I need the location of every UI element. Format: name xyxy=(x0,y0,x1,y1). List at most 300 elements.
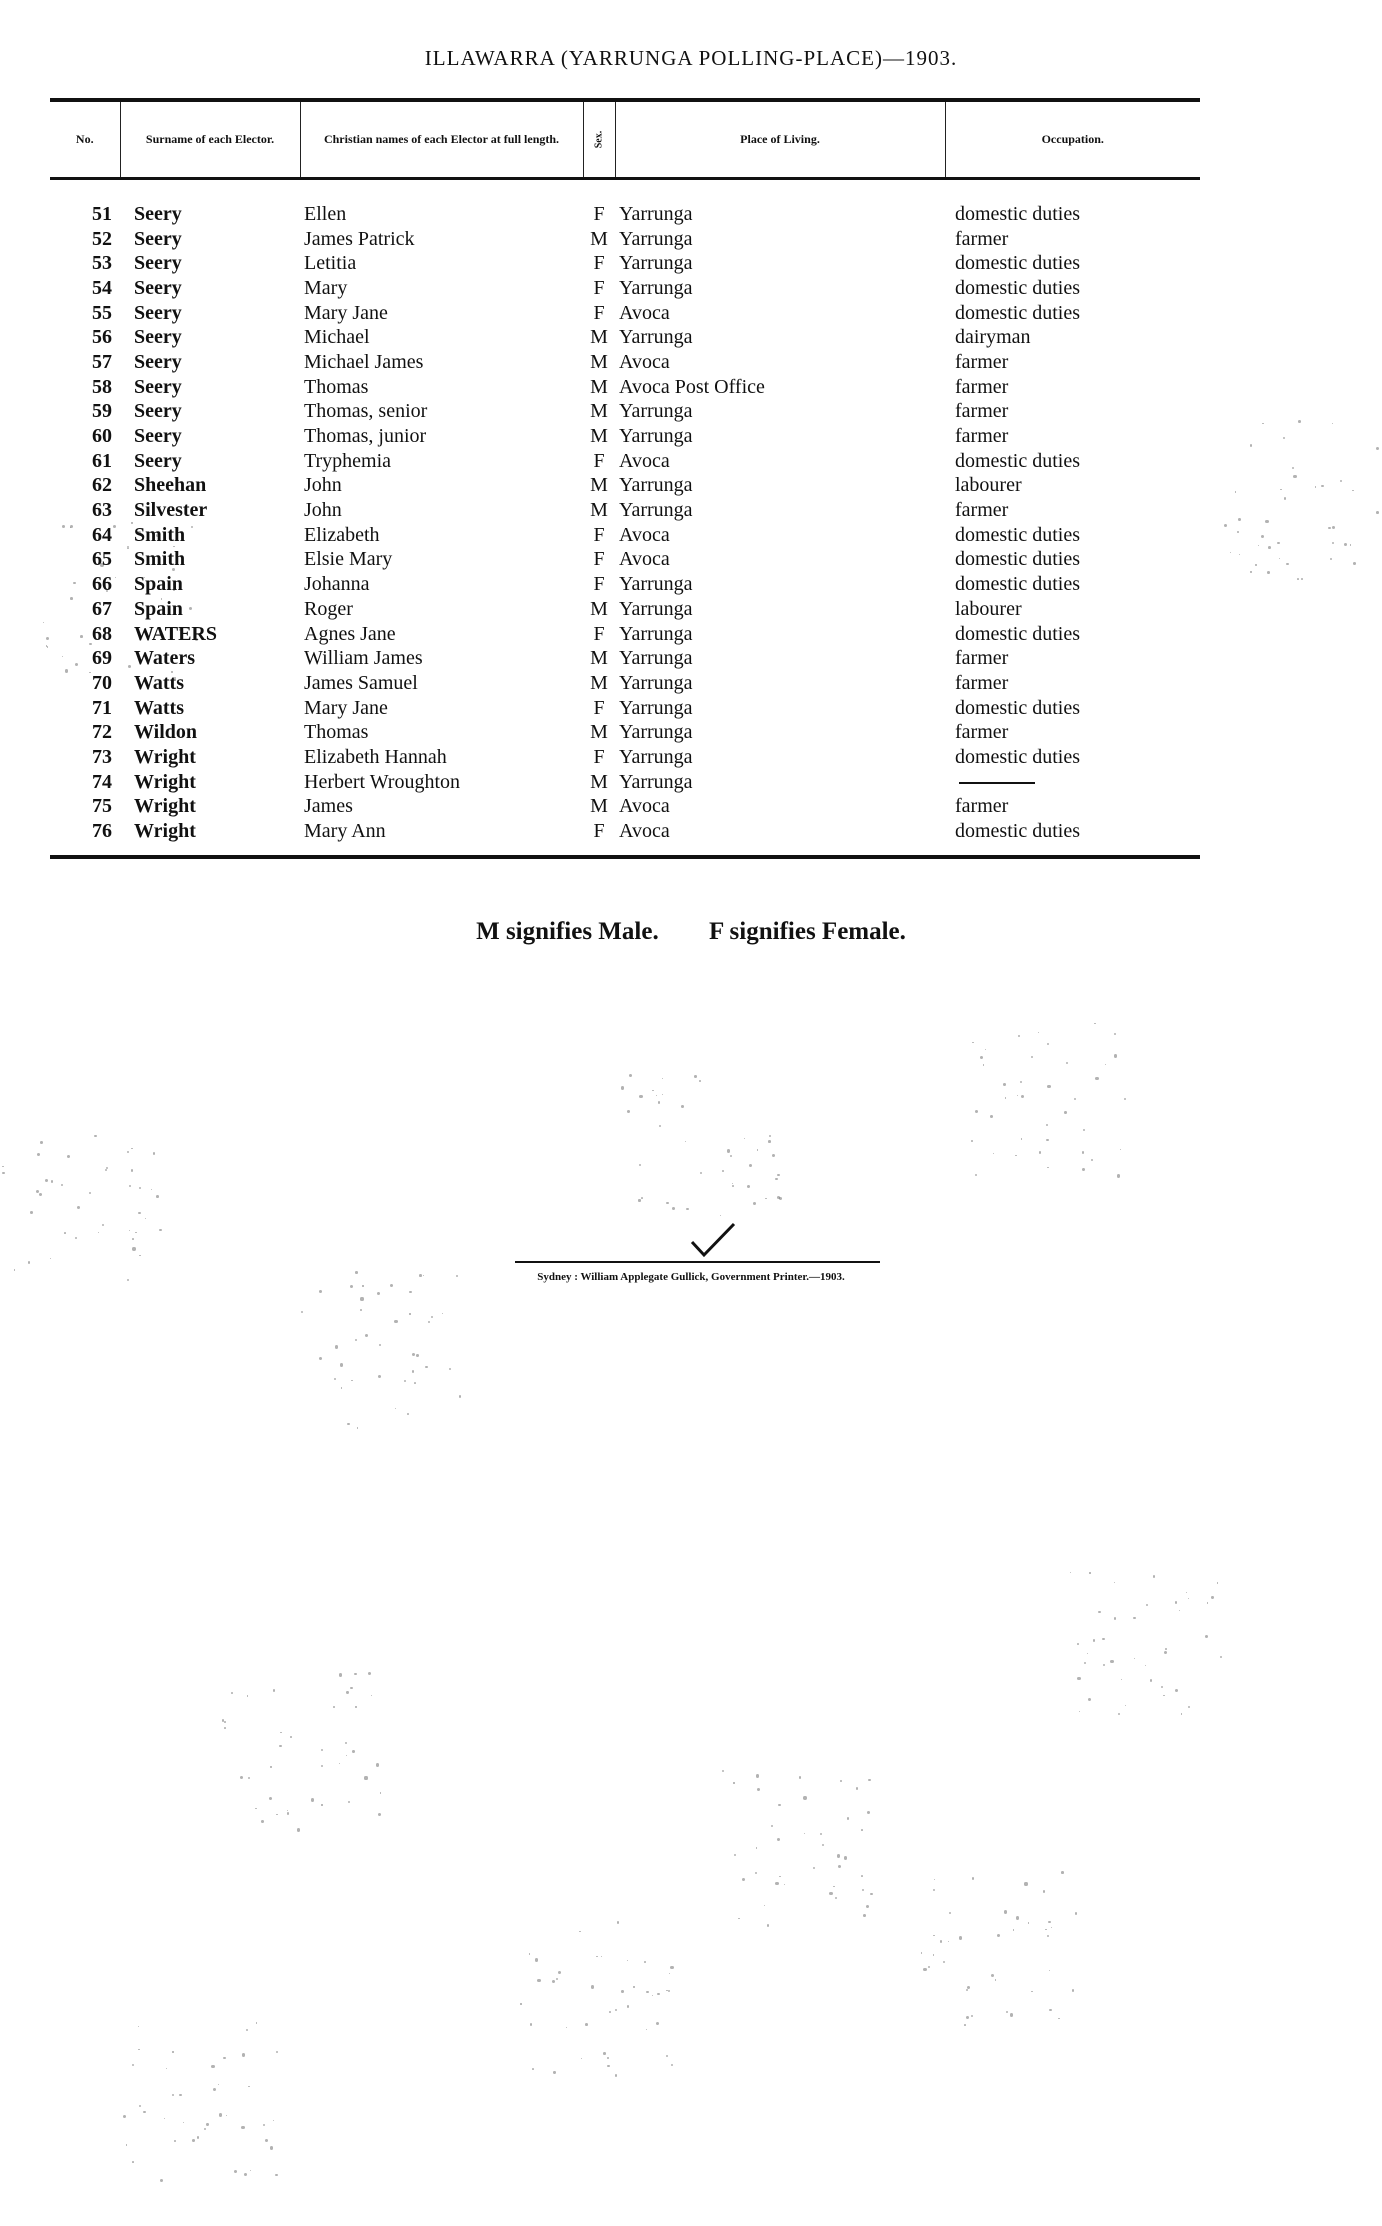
speckle xyxy=(132,1247,135,1250)
elector-no: 69 xyxy=(92,647,112,670)
elector-sex: M xyxy=(590,671,608,694)
speckle xyxy=(764,1905,765,1906)
elector-no: 73 xyxy=(92,745,112,768)
elector-given-names: Roger xyxy=(304,597,353,620)
speckle xyxy=(131,1148,132,1149)
speckle xyxy=(771,1825,773,1827)
speckle xyxy=(732,1183,733,1184)
elector-surname: Watts xyxy=(134,696,184,719)
speckle xyxy=(360,1297,363,1300)
elector-place: Yarrunga xyxy=(619,647,693,670)
speckle xyxy=(132,1238,134,1240)
speckle xyxy=(412,1370,414,1372)
speckle xyxy=(179,2094,181,2096)
speckle xyxy=(862,1889,864,1891)
speckle xyxy=(1352,490,1354,492)
speckle xyxy=(248,1777,250,1779)
speckle xyxy=(1013,1929,1015,1931)
speckle xyxy=(321,1765,323,1767)
speckle xyxy=(666,2055,668,2057)
speckle xyxy=(206,2123,208,2125)
speckle xyxy=(355,1339,357,1341)
speckle xyxy=(80,635,83,638)
speckle xyxy=(339,1763,340,1764)
speckle xyxy=(1186,1592,1187,1593)
speckle xyxy=(276,1814,278,1816)
elector-occupation: farmer xyxy=(955,425,1009,448)
speckle xyxy=(983,1064,985,1066)
speckle xyxy=(275,2174,277,2176)
table-row xyxy=(50,325,1200,350)
elector-surname: Seery xyxy=(134,276,182,299)
speckle xyxy=(1235,491,1237,493)
speckle xyxy=(975,1110,978,1113)
speckle xyxy=(685,1141,686,1142)
speckle xyxy=(1048,1921,1051,1924)
speckle xyxy=(132,2064,134,2066)
speckle xyxy=(753,1202,756,1205)
speckle xyxy=(529,1953,531,1955)
speckle xyxy=(50,1258,52,1260)
elector-occupation: farmer xyxy=(955,721,1009,744)
speckle xyxy=(1110,1660,1113,1663)
speckle xyxy=(67,1155,70,1158)
elector-occupation: labourer xyxy=(955,597,1022,620)
speckle xyxy=(833,1886,835,1888)
speckle xyxy=(1217,1582,1219,1584)
speckle xyxy=(1220,1656,1222,1658)
speckle xyxy=(1261,535,1264,538)
elector-place: Yarrunga xyxy=(619,276,693,299)
speckle xyxy=(75,1237,77,1239)
speckle xyxy=(1038,1032,1039,1033)
speckle xyxy=(1164,1651,1167,1654)
speckle xyxy=(1077,1677,1080,1680)
elector-place: Yarrunga xyxy=(619,326,693,349)
elector-given-names: John xyxy=(304,499,342,522)
speckle xyxy=(928,1966,930,1968)
speckle xyxy=(1350,544,1351,545)
speckle xyxy=(767,1924,770,1927)
elector-occupation: domestic duties xyxy=(955,548,1080,571)
speckle xyxy=(352,1750,355,1753)
table-spacer xyxy=(50,178,1200,202)
speckle xyxy=(1376,511,1379,514)
speckle xyxy=(348,1801,350,1803)
speckle xyxy=(1165,1648,1167,1650)
speckle xyxy=(652,1995,653,1996)
speckle xyxy=(380,1792,382,1794)
speckle xyxy=(94,1135,97,1138)
speckle xyxy=(138,2049,139,2050)
speckle xyxy=(377,1292,380,1295)
elector-occupation: dairyman xyxy=(955,326,1031,349)
speckle xyxy=(45,1179,48,1182)
elector-surname: WATERS xyxy=(134,622,217,645)
speckle xyxy=(535,1958,538,1961)
speckle xyxy=(658,1101,661,1104)
elector-given-names: Johanna xyxy=(304,573,370,596)
elector-no: 65 xyxy=(92,548,112,571)
header-given-names: Christian names of each Elector at full length. xyxy=(300,100,583,178)
table-body xyxy=(50,178,1200,857)
speckle xyxy=(269,1797,272,1800)
speckle xyxy=(1047,1043,1049,1045)
elector-sex: M xyxy=(590,400,608,423)
speckle xyxy=(40,1141,43,1144)
speckle xyxy=(1045,1929,1046,1930)
elector-sex: M xyxy=(590,227,608,250)
speckle xyxy=(1091,1159,1093,1161)
speckle xyxy=(779,1876,781,1878)
speckle xyxy=(378,1375,381,1378)
speckle xyxy=(837,1854,840,1857)
elector-surname: Wright xyxy=(134,745,196,768)
speckle xyxy=(416,1354,419,1357)
speckle xyxy=(223,2057,226,2060)
elector-sex: M xyxy=(590,499,608,522)
speckle xyxy=(656,2022,659,2025)
elector-sex: M xyxy=(590,597,608,620)
speckle xyxy=(993,1153,994,1154)
speckle xyxy=(1284,497,1286,499)
speckle xyxy=(967,1986,970,1989)
elector-surname: Wright xyxy=(134,770,196,793)
speckle xyxy=(213,2088,216,2091)
elector-place: Yarrunga xyxy=(619,425,693,448)
speckle xyxy=(222,1719,224,1721)
speckle xyxy=(777,1196,780,1199)
speckle xyxy=(829,1892,832,1895)
speckle xyxy=(246,2029,248,2031)
elector-surname: Seery xyxy=(134,350,182,373)
elector-surname: Spain xyxy=(134,597,183,620)
speckle xyxy=(270,2146,273,2149)
elector-no: 62 xyxy=(92,474,112,497)
speckle xyxy=(1028,1922,1029,1923)
speckle xyxy=(662,1094,663,1095)
elector-surname: Silvester xyxy=(134,499,208,522)
elector-surname: Seery xyxy=(134,202,182,225)
elector-occupation: farmer xyxy=(955,795,1009,818)
speckle xyxy=(681,1105,684,1108)
speckle xyxy=(224,1721,226,1723)
speckle xyxy=(757,1149,759,1151)
printer-imprint: Sydney : William Applegate Gullick, Government Printer.—1903. xyxy=(537,1271,845,1283)
elector-sex: F xyxy=(593,548,605,571)
header-place: Place of Living. xyxy=(615,100,945,178)
elector-sex: F xyxy=(593,745,605,768)
elector-occupation: domestic duties xyxy=(955,573,1080,596)
speckle xyxy=(768,1140,771,1143)
speckle xyxy=(1124,1098,1126,1100)
header-sex-label: Sex. xyxy=(593,130,605,148)
speckle xyxy=(1332,542,1335,545)
speckle xyxy=(1161,1686,1164,1689)
table-row xyxy=(50,276,1200,301)
speckle xyxy=(1250,571,1251,572)
speckle xyxy=(139,1255,140,1256)
speckle xyxy=(694,1075,697,1078)
elector-given-names: Tryphemia xyxy=(304,449,392,472)
speckle xyxy=(1079,1711,1080,1712)
speckle xyxy=(1268,546,1271,549)
speckle xyxy=(339,1673,342,1676)
speckle xyxy=(204,2128,207,2131)
elector-given-names: Letitia xyxy=(304,252,357,275)
elector-no: 70 xyxy=(92,671,112,694)
speckle xyxy=(666,1202,669,1205)
speckle xyxy=(732,1185,734,1187)
speckle xyxy=(135,1232,136,1233)
speckle xyxy=(799,1776,801,1778)
speckle xyxy=(164,2118,165,2119)
speckle xyxy=(139,2105,141,2107)
speckle xyxy=(784,1884,785,1885)
elector-given-names: Michael James xyxy=(304,350,424,373)
elector-surname: Seery xyxy=(134,252,182,275)
speckle xyxy=(1046,1139,1049,1142)
speckle xyxy=(921,1952,923,1954)
elector-surname: Waters xyxy=(134,647,196,670)
speckle xyxy=(73,582,75,584)
speckle xyxy=(144,577,145,578)
speckle xyxy=(596,1956,598,1958)
table-row xyxy=(50,597,1200,622)
elector-place: Yarrunga xyxy=(619,696,693,719)
speckle xyxy=(365,1334,368,1337)
elector-occupation: farmer xyxy=(955,227,1009,250)
speckle xyxy=(868,1779,871,1782)
elector-occupation: farmer xyxy=(955,671,1009,694)
speckle xyxy=(1084,1662,1086,1664)
speckle xyxy=(1018,1035,1020,1037)
elector-no: 71 xyxy=(92,696,112,719)
elector-occupation: domestic duties xyxy=(955,276,1080,299)
elector-occupation: farmer xyxy=(955,647,1009,670)
elector-no: 74 xyxy=(92,770,112,793)
speckle xyxy=(670,1966,673,1969)
table-row xyxy=(50,794,1200,819)
elector-given-names: John xyxy=(304,474,342,497)
speckle xyxy=(609,2011,611,2013)
speckle xyxy=(1031,1991,1033,1993)
speckle xyxy=(1297,578,1299,580)
speckle xyxy=(553,2071,555,2073)
speckle xyxy=(137,531,140,534)
speckle xyxy=(1039,1151,1041,1153)
speckle xyxy=(669,1973,670,1974)
speckle xyxy=(127,1151,129,1153)
elector-place: Yarrunga xyxy=(619,400,693,423)
table-row xyxy=(50,399,1200,424)
speckle xyxy=(1006,2011,1008,2013)
elector-occupation: farmer xyxy=(955,400,1009,423)
speckle xyxy=(1010,2013,1013,2016)
elector-occupation: farmer xyxy=(955,499,1009,522)
speckle xyxy=(1283,437,1285,439)
speckle xyxy=(722,1170,724,1172)
speckle xyxy=(226,2115,227,2116)
table-row xyxy=(50,646,1200,671)
speckle xyxy=(145,1218,146,1219)
table-row xyxy=(50,251,1200,276)
speckle xyxy=(151,1189,152,1190)
speckle xyxy=(43,622,44,623)
speckle xyxy=(627,2005,629,2007)
speckle xyxy=(368,1672,371,1675)
speckle xyxy=(132,2161,134,2163)
elector-given-names: Ellen xyxy=(304,202,347,225)
speckle xyxy=(985,1049,986,1050)
table-row xyxy=(50,300,1200,325)
speckle xyxy=(89,1192,91,1194)
speckle xyxy=(247,1695,248,1696)
speckle xyxy=(1093,1639,1095,1641)
elector-given-names: Mary xyxy=(304,276,348,299)
speckle xyxy=(870,1893,873,1896)
speckle xyxy=(98,1232,99,1233)
speckle xyxy=(633,1986,634,1987)
elector-place: Yarrunga xyxy=(619,202,693,225)
elector-surname: Seery xyxy=(134,301,182,324)
speckle xyxy=(656,1095,657,1096)
elector-occupation: farmer xyxy=(955,350,1009,373)
blank-occupation-rule xyxy=(959,782,1035,784)
table-row xyxy=(50,745,1200,770)
speckle xyxy=(47,646,48,647)
speckle xyxy=(231,1692,233,1694)
speckle xyxy=(1043,1890,1046,1893)
speckle xyxy=(638,1199,640,1201)
elector-place: Avoca xyxy=(619,523,670,546)
table-header-row xyxy=(50,100,1200,178)
speckle xyxy=(139,1187,141,1189)
elector-given-names: Herbert Wroughton xyxy=(304,770,461,793)
speckle xyxy=(127,548,128,549)
elector-no: 56 xyxy=(92,326,112,349)
elector-occupation: domestic duties xyxy=(955,301,1080,324)
legend-female: F signifies Female. xyxy=(708,918,906,945)
speckle xyxy=(334,1378,336,1380)
speckle xyxy=(321,1749,323,1751)
elector-given-names: Thomas, senior xyxy=(304,400,428,423)
speckle xyxy=(1074,1098,1076,1100)
speckle xyxy=(727,1149,730,1152)
speckle xyxy=(1332,423,1333,424)
speckle xyxy=(861,1829,863,1831)
elector-given-names: Michael xyxy=(304,326,370,349)
elector-surname: Seery xyxy=(134,400,182,423)
speckle xyxy=(1015,1155,1016,1156)
speckle xyxy=(459,1395,461,1397)
speckle xyxy=(686,1208,689,1211)
speckle xyxy=(1188,1706,1190,1708)
elector-given-names: Mary Ann xyxy=(304,820,386,843)
speckle xyxy=(943,1961,945,1963)
speckle xyxy=(1120,1149,1121,1150)
speckle xyxy=(442,1313,443,1314)
speckle xyxy=(290,1736,292,1738)
table-row xyxy=(50,226,1200,251)
speckle xyxy=(972,1042,973,1043)
elector-no: 67 xyxy=(92,597,112,620)
speckle xyxy=(861,1875,863,1877)
speckle xyxy=(197,2136,200,2139)
speckle xyxy=(1211,1596,1213,1598)
speckle xyxy=(364,1776,367,1779)
elector-surname: Seery xyxy=(134,326,182,349)
speckle xyxy=(234,2170,237,2173)
speckle xyxy=(319,1357,322,1360)
speckle xyxy=(301,1311,303,1313)
speckle xyxy=(1024,1882,1027,1885)
page-title: ILLAWARRA (YARRUNGA POLLING-PLACE)—1903. xyxy=(424,46,958,70)
speckle xyxy=(143,2111,146,2114)
elector-place: Avoca xyxy=(619,449,670,472)
elector-no: 58 xyxy=(92,375,112,398)
speckle xyxy=(747,1185,750,1188)
speckle xyxy=(933,1935,934,1936)
header-sex xyxy=(583,100,615,178)
speckle xyxy=(1146,1604,1149,1607)
speckle xyxy=(971,1140,973,1142)
elector-surname: Smith xyxy=(134,523,186,546)
speckle xyxy=(1098,1611,1100,1613)
speckle xyxy=(856,1787,859,1790)
speckle xyxy=(428,1321,430,1323)
speckle xyxy=(409,1313,410,1314)
table-row xyxy=(50,671,1200,696)
speckle xyxy=(131,1169,133,1171)
speckle xyxy=(1133,1617,1136,1620)
speckle xyxy=(242,2053,245,2056)
speckle xyxy=(255,1808,257,1810)
speckle xyxy=(138,2026,140,2028)
speckle xyxy=(668,1990,670,1992)
speckle xyxy=(934,1879,935,1880)
speckle xyxy=(153,1152,155,1154)
speckle xyxy=(376,1763,379,1766)
speckle xyxy=(346,1691,348,1693)
elector-no: 52 xyxy=(92,227,112,250)
elector-surname: Seery xyxy=(134,375,182,398)
speckle xyxy=(1046,1124,1048,1126)
speckle xyxy=(1230,552,1231,553)
header-surname: Surname of each Elector. xyxy=(120,100,300,178)
speckle xyxy=(1376,447,1379,450)
speckle xyxy=(591,1985,594,1988)
speckle xyxy=(105,1169,108,1172)
speckle xyxy=(607,2065,609,2067)
table-row xyxy=(50,374,1200,399)
speckle xyxy=(959,1936,962,1939)
speckle xyxy=(662,1078,663,1079)
speckle xyxy=(1134,1658,1136,1660)
speckle xyxy=(171,671,172,672)
speckle xyxy=(173,589,174,590)
speckle xyxy=(646,2029,647,2030)
speckle xyxy=(1047,1935,1049,1937)
speckle xyxy=(742,1878,745,1881)
elector-surname: Wildon xyxy=(134,721,197,744)
elector-sex: F xyxy=(593,696,605,719)
speckle xyxy=(756,1774,759,1777)
speckle xyxy=(1150,1679,1152,1681)
speckle xyxy=(1258,545,1259,546)
speckle xyxy=(107,602,110,605)
speckle xyxy=(775,1882,778,1885)
